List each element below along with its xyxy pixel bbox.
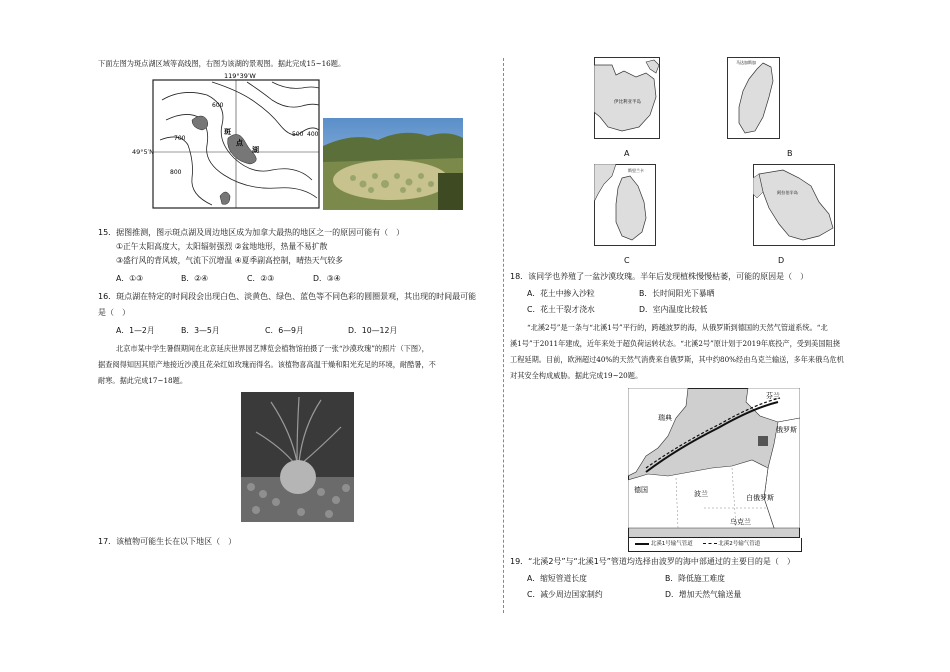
- contour-map: [152, 70, 322, 210]
- legend-line-2: [703, 543, 717, 544]
- intro-17-18-line2: 据查阅得知因其原产地接近沙漠且花朵红如玫瑰而得名。该植物喜高温干燥和阳光充足的环境，耐酷暑，不: [98, 360, 436, 369]
- q18-option-b: B．长时间阳光下暴晒: [639, 289, 715, 298]
- q16-option-a: A．1—2月: [116, 326, 155, 335]
- label-germany: 德国: [634, 486, 648, 494]
- label-poland: 波兰: [694, 490, 708, 498]
- kaliningrad: [758, 436, 768, 446]
- map-b-caption: B: [787, 149, 793, 158]
- intro-15-16: 下面左图为斑点湖区域等高线图，右图为该湖的景观图。据此完成15~16题。: [98, 59, 346, 68]
- map-b-madagascar: [727, 57, 780, 139]
- intro-17-18-line3: 耐寒。据此完成17~18题。: [98, 376, 188, 385]
- q16-option-d: D．10—12月: [348, 326, 398, 335]
- q19-stem: 19．“北溪2号”与“北溪1号”管道均选择由波罗的海中部通过的主要目的是（ ）: [510, 557, 795, 566]
- photo-lake: [333, 160, 449, 200]
- q16-stem-line1: 16．斑点湖在特定的时间段会出现白色、淡黄色、绿色、蓝色等不同色彩的圆圈景观，其出现的时间最可能: [98, 292, 477, 301]
- label-sweden: 瑞典: [658, 414, 672, 422]
- map-a-label: 伊比利亚半岛: [614, 100, 641, 105]
- pipeline-legend: [628, 538, 802, 552]
- contour-700: 700: [174, 135, 186, 142]
- q15-stem: 15．据图推测，图示斑点湖及周边地区成为加拿大最热的地区之一的原因可能有（ ）: [98, 228, 405, 237]
- legend-label-1: 北溪1号输气管道: [650, 541, 693, 547]
- map-c-label: 斯里兰卡: [628, 168, 644, 173]
- map-d-caption: D: [778, 256, 785, 265]
- map-d-label: 阿拉伯半岛: [777, 190, 798, 195]
- q15-line1: ①正午太阳高度大，太阳辐射强烈 ②盆地地形，热量不易扩散: [116, 242, 328, 251]
- q18-option-d: D．室内温度比较低: [639, 305, 708, 314]
- q16-option-b: B．3—5月: [181, 326, 220, 335]
- intro-19-20-line4: 对其安全构成威胁。据此完成19~20题。: [510, 371, 643, 380]
- contour-800: 800: [170, 169, 182, 176]
- contour-600: 600: [212, 102, 224, 109]
- map-a-caption: A: [624, 149, 630, 158]
- lake-label-2: 点: [236, 139, 243, 147]
- q16-stem-line2: 是（ ）: [98, 308, 130, 317]
- label-belarus: 白俄罗斯: [746, 494, 774, 502]
- contour-400: 400: [307, 131, 319, 138]
- intro-19-20-line3: 工程延期。目前，欧洲超过40%的天然气消费来自俄罗斯，其中约80%经由乌克兰输送，多年来俄乌危机: [510, 355, 844, 364]
- q15-option-c: C．②③: [247, 274, 275, 283]
- q17-stem: 17．该植物可能生长在以下地区（ ）: [98, 537, 237, 546]
- q18-option-a: A．花土中掺入沙粒: [527, 289, 595, 298]
- map-b-label: 马达加斯加: [736, 60, 756, 65]
- desert-rose-photo: [241, 392, 354, 522]
- intro-19-20-line2: 溪1号”于2011年建成，近年来处于超负荷运转状态。“北溪2号”原计划于2019年底投产，受到美国阻挠: [510, 339, 840, 348]
- photo-caudex: [280, 460, 316, 494]
- intro-17-18-line1: 北京市某中学生暑假期间在北京延庆世界园艺博览会植物馆拍摄了一张“沙漠玫瑰”的照片（下图），: [116, 344, 429, 353]
- map-a-iberia: [594, 57, 660, 139]
- label-finland: 芬兰: [766, 392, 780, 400]
- pipeline-map: [628, 388, 800, 538]
- q19-option-c: C．减少周边国家制约: [527, 590, 603, 599]
- q16-option-c: C．6—9月: [265, 326, 304, 335]
- q19-option-b: B．降低施工难度: [665, 574, 725, 583]
- lake-label-1: 斑: [224, 128, 231, 136]
- label-russia: 俄罗斯: [776, 426, 797, 434]
- map-d-arabia: [753, 164, 835, 246]
- spotted-lake-photo: [323, 118, 463, 210]
- q18-option-c: C．花土干裂才浇水: [527, 305, 595, 314]
- photo-trees: [438, 173, 463, 210]
- q19-option-d: D．增加天然气输送量: [665, 590, 742, 599]
- q18-stem: 18．该同学也养殖了一盆沙漠玫瑰。半年后发现植株慢慢枯萎，可能的原因是（ ）: [510, 272, 809, 281]
- longitude-label: 119°39′W: [224, 72, 256, 80]
- q15-option-b: B．②④: [181, 274, 209, 283]
- column-divider: [503, 58, 504, 613]
- lake-label-3: 湖: [252, 146, 259, 154]
- map-c-caption: C: [624, 256, 630, 265]
- legend-line-1: [635, 543, 649, 545]
- q15-option-a: A．①③: [116, 274, 144, 283]
- q15-line2: ③盛行风的背风坡，气流下沉增温 ④夏季副高控制，晴热天气较多: [116, 256, 343, 265]
- legend-label-2: 北溪2号输气管道: [718, 541, 761, 547]
- label-ukraine: 乌克兰: [730, 518, 751, 526]
- latitude-label: 49°5′N: [132, 148, 154, 156]
- map-c-srilanka: [594, 164, 656, 246]
- intro-19-20-line1: “北溪2号”是一条与“北溪1号”平行的，跨越波罗的海，从俄罗斯到德国的天然气管道系统。“北: [527, 323, 828, 332]
- q19-option-a: A．缩短管道长度: [527, 574, 587, 583]
- contour-500: 500: [292, 131, 304, 138]
- q15-option-d: D．③④: [313, 274, 341, 283]
